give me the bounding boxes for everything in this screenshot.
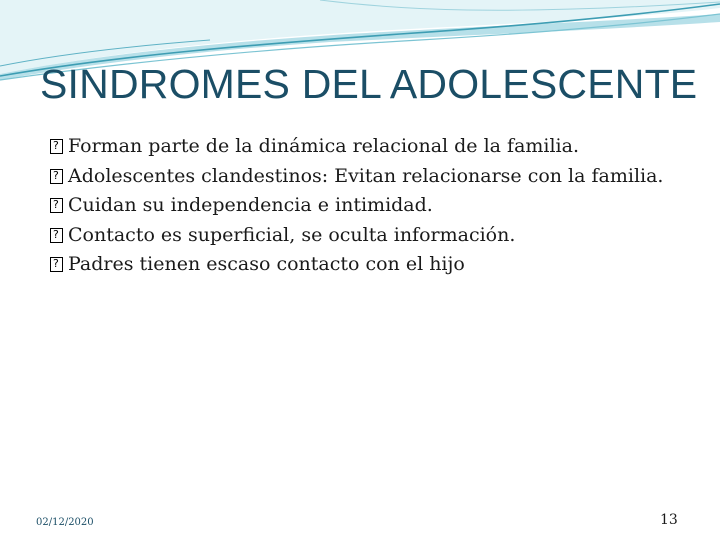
missing-glyph-box-icon (50, 198, 63, 213)
bullet-text: Forman parte de la dinámica relacional de la familia. (68, 135, 580, 157)
slide-number: 13 (660, 512, 678, 528)
missing-glyph-box-icon (50, 228, 63, 243)
bullet-text: Cuidan su independencia e intimidad. (68, 194, 433, 216)
bullet-list (50, 132, 690, 280)
footer-date: 02/12/2020 (36, 517, 94, 528)
missing-glyph-box-icon (50, 169, 63, 184)
bullet-item (50, 191, 690, 221)
missing-glyph-box-icon (50, 257, 63, 272)
slide-title: SINDROMES DEL ADOLESCENTE (40, 61, 698, 107)
bullet-text: Adolescentes clandestinos: Evitan relacionarse con la familia. (68, 164, 664, 187)
bullet-item (50, 162, 690, 192)
bullet-text: Padres tienen escaso contacto con el hijo (68, 253, 465, 275)
bullet-item (50, 221, 690, 251)
bullet-text: Contacto es superficial, se oculta información. (68, 223, 516, 246)
bullet-item (50, 250, 690, 280)
missing-glyph-box-icon (50, 139, 63, 154)
bullet-item (50, 132, 690, 162)
